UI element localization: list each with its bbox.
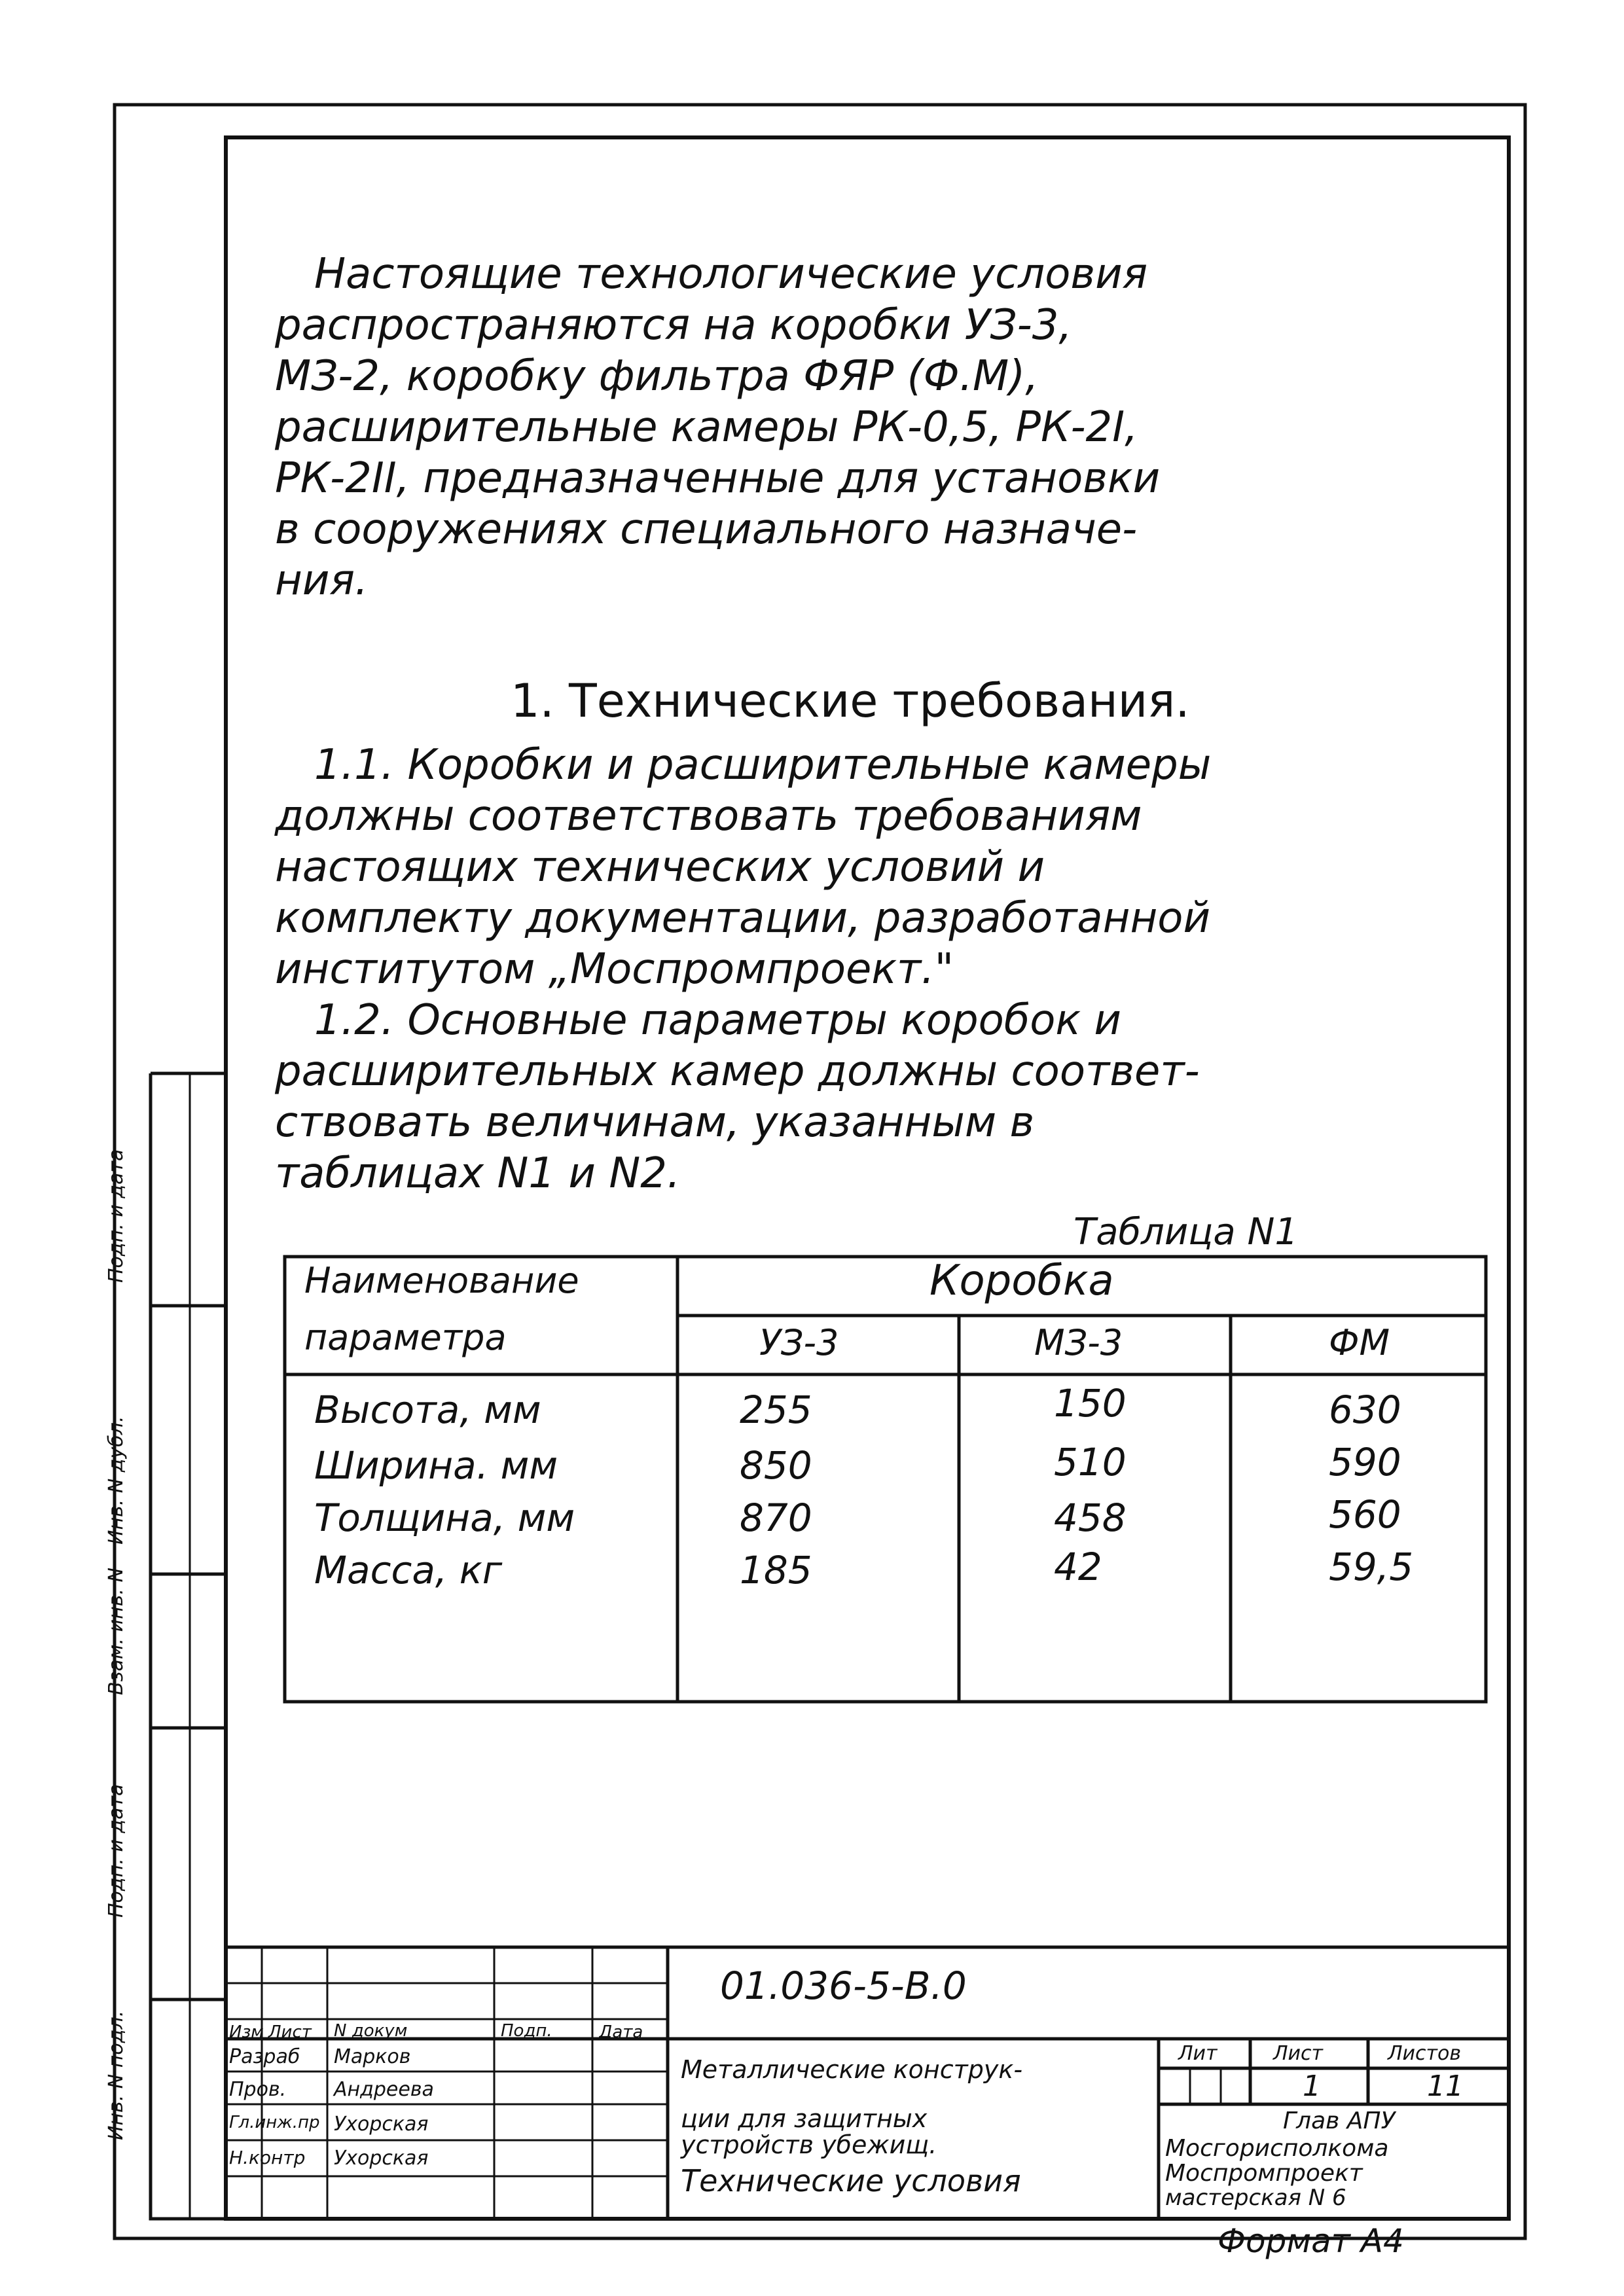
paragraph-line: расширительных камер должны соответ- [275,1047,1200,1096]
paragraph-line: настоящих технических условий и [275,843,1045,891]
lit-label: Лит [1178,2042,1218,2065]
title-line: Металлические конструк- [681,2055,1023,2084]
org-line: Мосгорисполкома [1165,2135,1389,2162]
side-label: Инв. N дубл. [105,1416,128,1545]
row-value: 59,5 [1329,1545,1414,1589]
sign-name: Ухорская [334,2113,429,2136]
row-value: 42 [1054,1545,1102,1589]
sheet-label: Лист [1273,2042,1324,2065]
sheets-label: Листов [1388,2042,1462,2065]
row-value: 458 [1054,1496,1127,1540]
sign-role: Разраб [229,2045,300,2068]
section-paragraph-1-1 [275,740,1519,995]
header-cell: Изм [229,2022,264,2042]
row-label: Ширина. мм [314,1443,558,1488]
side-label: Подп. и дата [105,1149,128,1283]
paragraph-line: 1.1. Коробки и расширительные камеры [314,741,1212,789]
side-label: Взам. инв. N [105,1568,128,1695]
row-value: 185 [740,1548,812,1592]
header-cell: Лист [268,2022,312,2042]
sign-name: Андреева [334,2078,434,2101]
intro-line: распространяются на коробки УЗ-3, [275,301,1072,350]
paragraph-line: должны соответствовать требованиям [275,792,1142,840]
table-column-header: ФМ [1329,1322,1390,1363]
paragraph-line: ствовать величинам, указанным в [275,1098,1035,1147]
header-cell: N докум [334,2021,408,2041]
org-line: Моспромпроект [1165,2160,1363,2187]
paragraph-line: таблицах N1 и N2. [275,1149,681,1198]
paragraph-line: комплекту документации, разработанной [275,894,1211,942]
org-line: Глав АПУ [1283,2108,1396,2134]
format-label: Формат А4 [1218,2222,1404,2260]
intro-line: расширительные камеры РК-0,5, РК-2I, [275,403,1138,452]
section-paragraph-1-2 [275,995,1519,1199]
row-value: 560 [1329,1492,1401,1537]
title-line: устройств убежищ. [681,2130,937,2159]
row-label: Масса, кг [314,1548,503,1592]
table-param-header: Наименование [304,1260,579,1301]
intro-paragraph [275,249,1519,606]
intro-line: МЗ-2, коробку фильтра ФЯР (Ф.М), [275,352,1039,401]
table-group-header: Коробка [929,1257,1114,1305]
intro-line: в сооружениях специального назначе- [275,505,1138,554]
row-value: 630 [1329,1388,1401,1432]
table-param-header: параметра [304,1317,507,1358]
table-column-header: МЗ-3 [1034,1322,1123,1363]
sheets-count: 11 [1427,2070,1464,2103]
document-code: 01.036-5-В.0 [720,1964,967,2008]
sign-role: Пров. [229,2078,287,2101]
row-value: 510 [1054,1440,1127,1484]
title-line: Технические условия [681,2163,1021,2198]
paragraph-line: 1.2. Основные параметры коробок и [314,996,1121,1045]
table-caption: Таблица N1 [1074,1211,1298,1253]
side-label: Инв. N подл. [105,2010,128,2140]
table-column-header: УЗ-3 [759,1322,839,1363]
row-value: 255 [740,1388,812,1432]
row-label: Толщина, мм [314,1496,575,1540]
row-value: 850 [740,1443,812,1488]
intro-line: Настоящие технологические условия [314,250,1148,298]
intro-line: ния. [275,556,369,605]
row-value: 150 [1054,1381,1127,1426]
section-heading: 1. Технические требования. [511,674,1190,728]
sign-name: Марков [334,2045,411,2068]
header-cell: Подп. [501,2021,552,2041]
header-cell: Дата [599,2022,643,2042]
row-label: Высота, мм [314,1388,541,1432]
row-value: 590 [1329,1440,1401,1484]
intro-line: РК-2II, предназначенные для установки [275,454,1161,503]
sign-role: Гл.инж.пр [229,2113,320,2132]
sign-role: Н.контр [229,2147,306,2168]
side-label: Подп. и дата [105,1784,128,1918]
title-line: ции для защитных [681,2104,928,2133]
org-line: мастерская N 6 [1165,2185,1346,2211]
sign-name: Ухорская [334,2147,429,2170]
sheet-number: 1 [1303,2070,1321,2103]
paragraph-line: институтом „Моспромпроект." [275,945,954,994]
row-value: 870 [740,1496,812,1540]
